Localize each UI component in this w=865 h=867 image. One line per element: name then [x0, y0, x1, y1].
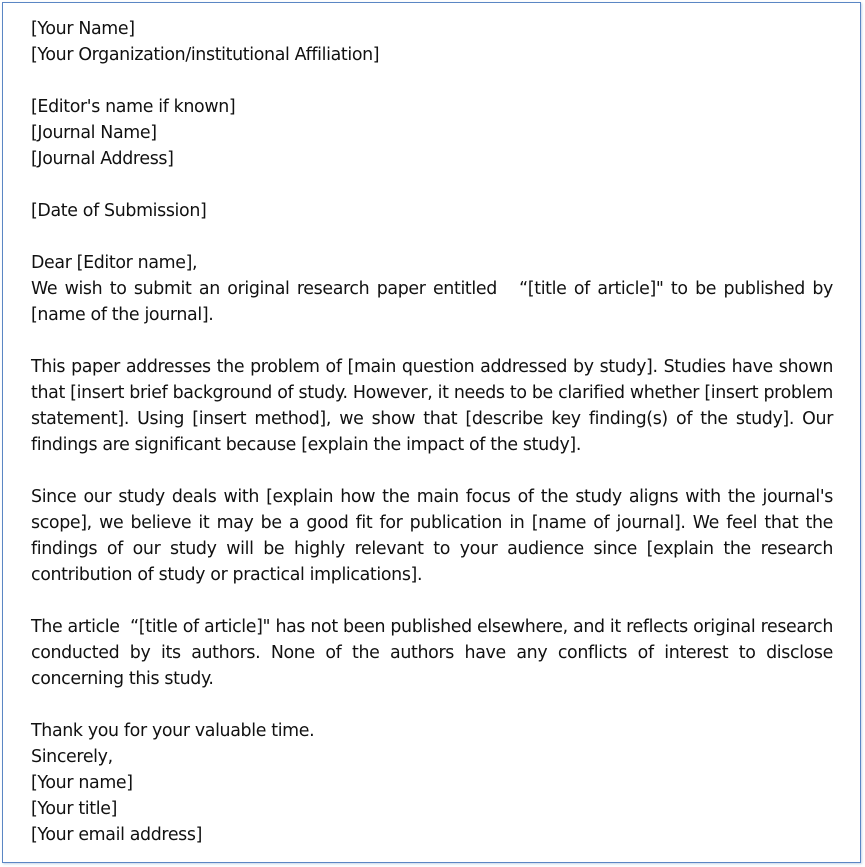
cover-letter	[31, 16, 833, 848]
salutation: Dear [Editor name],	[31, 253, 198, 273]
spacer	[31, 588, 833, 614]
spacer	[31, 458, 833, 484]
spacer	[31, 224, 833, 250]
paragraph-problem: This paper addresses the problem of [main question addressed by study]. Studies have shown that [insert brief background of study. However, it needs to be clarified whether [insert problem statement]. Using [insert method], we show that [describe key finding(s) of the study]. Our findings are significant because [explain the impact of the study].	[31, 357, 833, 455]
document-frame	[2, 2, 861, 863]
paragraph-scope: Since our study deals with [explain how the main focus of the study aligns with the journal's scope], we believe it may be a good fit for publication in [name of journal]. We feel that the findings of our study will be highly relevant to your audience since [explain the research contribution of study or practical implications].	[31, 487, 833, 585]
signature-email: [Your email address]	[31, 825, 203, 845]
signature-name: [Your name]	[31, 773, 133, 793]
paragraph-intro: We wish to submit an original research paper entitled “[title of article]" to be published by [name of the journal].	[31, 279, 833, 325]
spacer	[31, 172, 833, 198]
closing-thanks: Thank you for your valuable time.	[31, 721, 315, 741]
closing-signoff: Sincerely,	[31, 747, 113, 767]
submission-date: [Date of Submission]	[31, 201, 207, 221]
spacer	[31, 328, 833, 354]
journal-address: [Journal Address]	[31, 149, 174, 169]
journal-name: [Journal Name]	[31, 123, 157, 143]
spacer	[31, 68, 833, 94]
editor-name: [Editor's name if known]	[31, 97, 236, 117]
paragraph-originality: The article “[title of article]" has not been published elsewhere, and it reflects original research conducted by its authors. None of the authors have any conflicts of interest to disclose concerning this study.	[31, 617, 833, 689]
signature-title: [Your title]	[31, 799, 118, 819]
sender-name: [Your Name]	[31, 19, 135, 39]
spacer	[31, 692, 833, 718]
sender-affiliation: [Your Organization/institutional Affiliation]	[31, 45, 380, 65]
